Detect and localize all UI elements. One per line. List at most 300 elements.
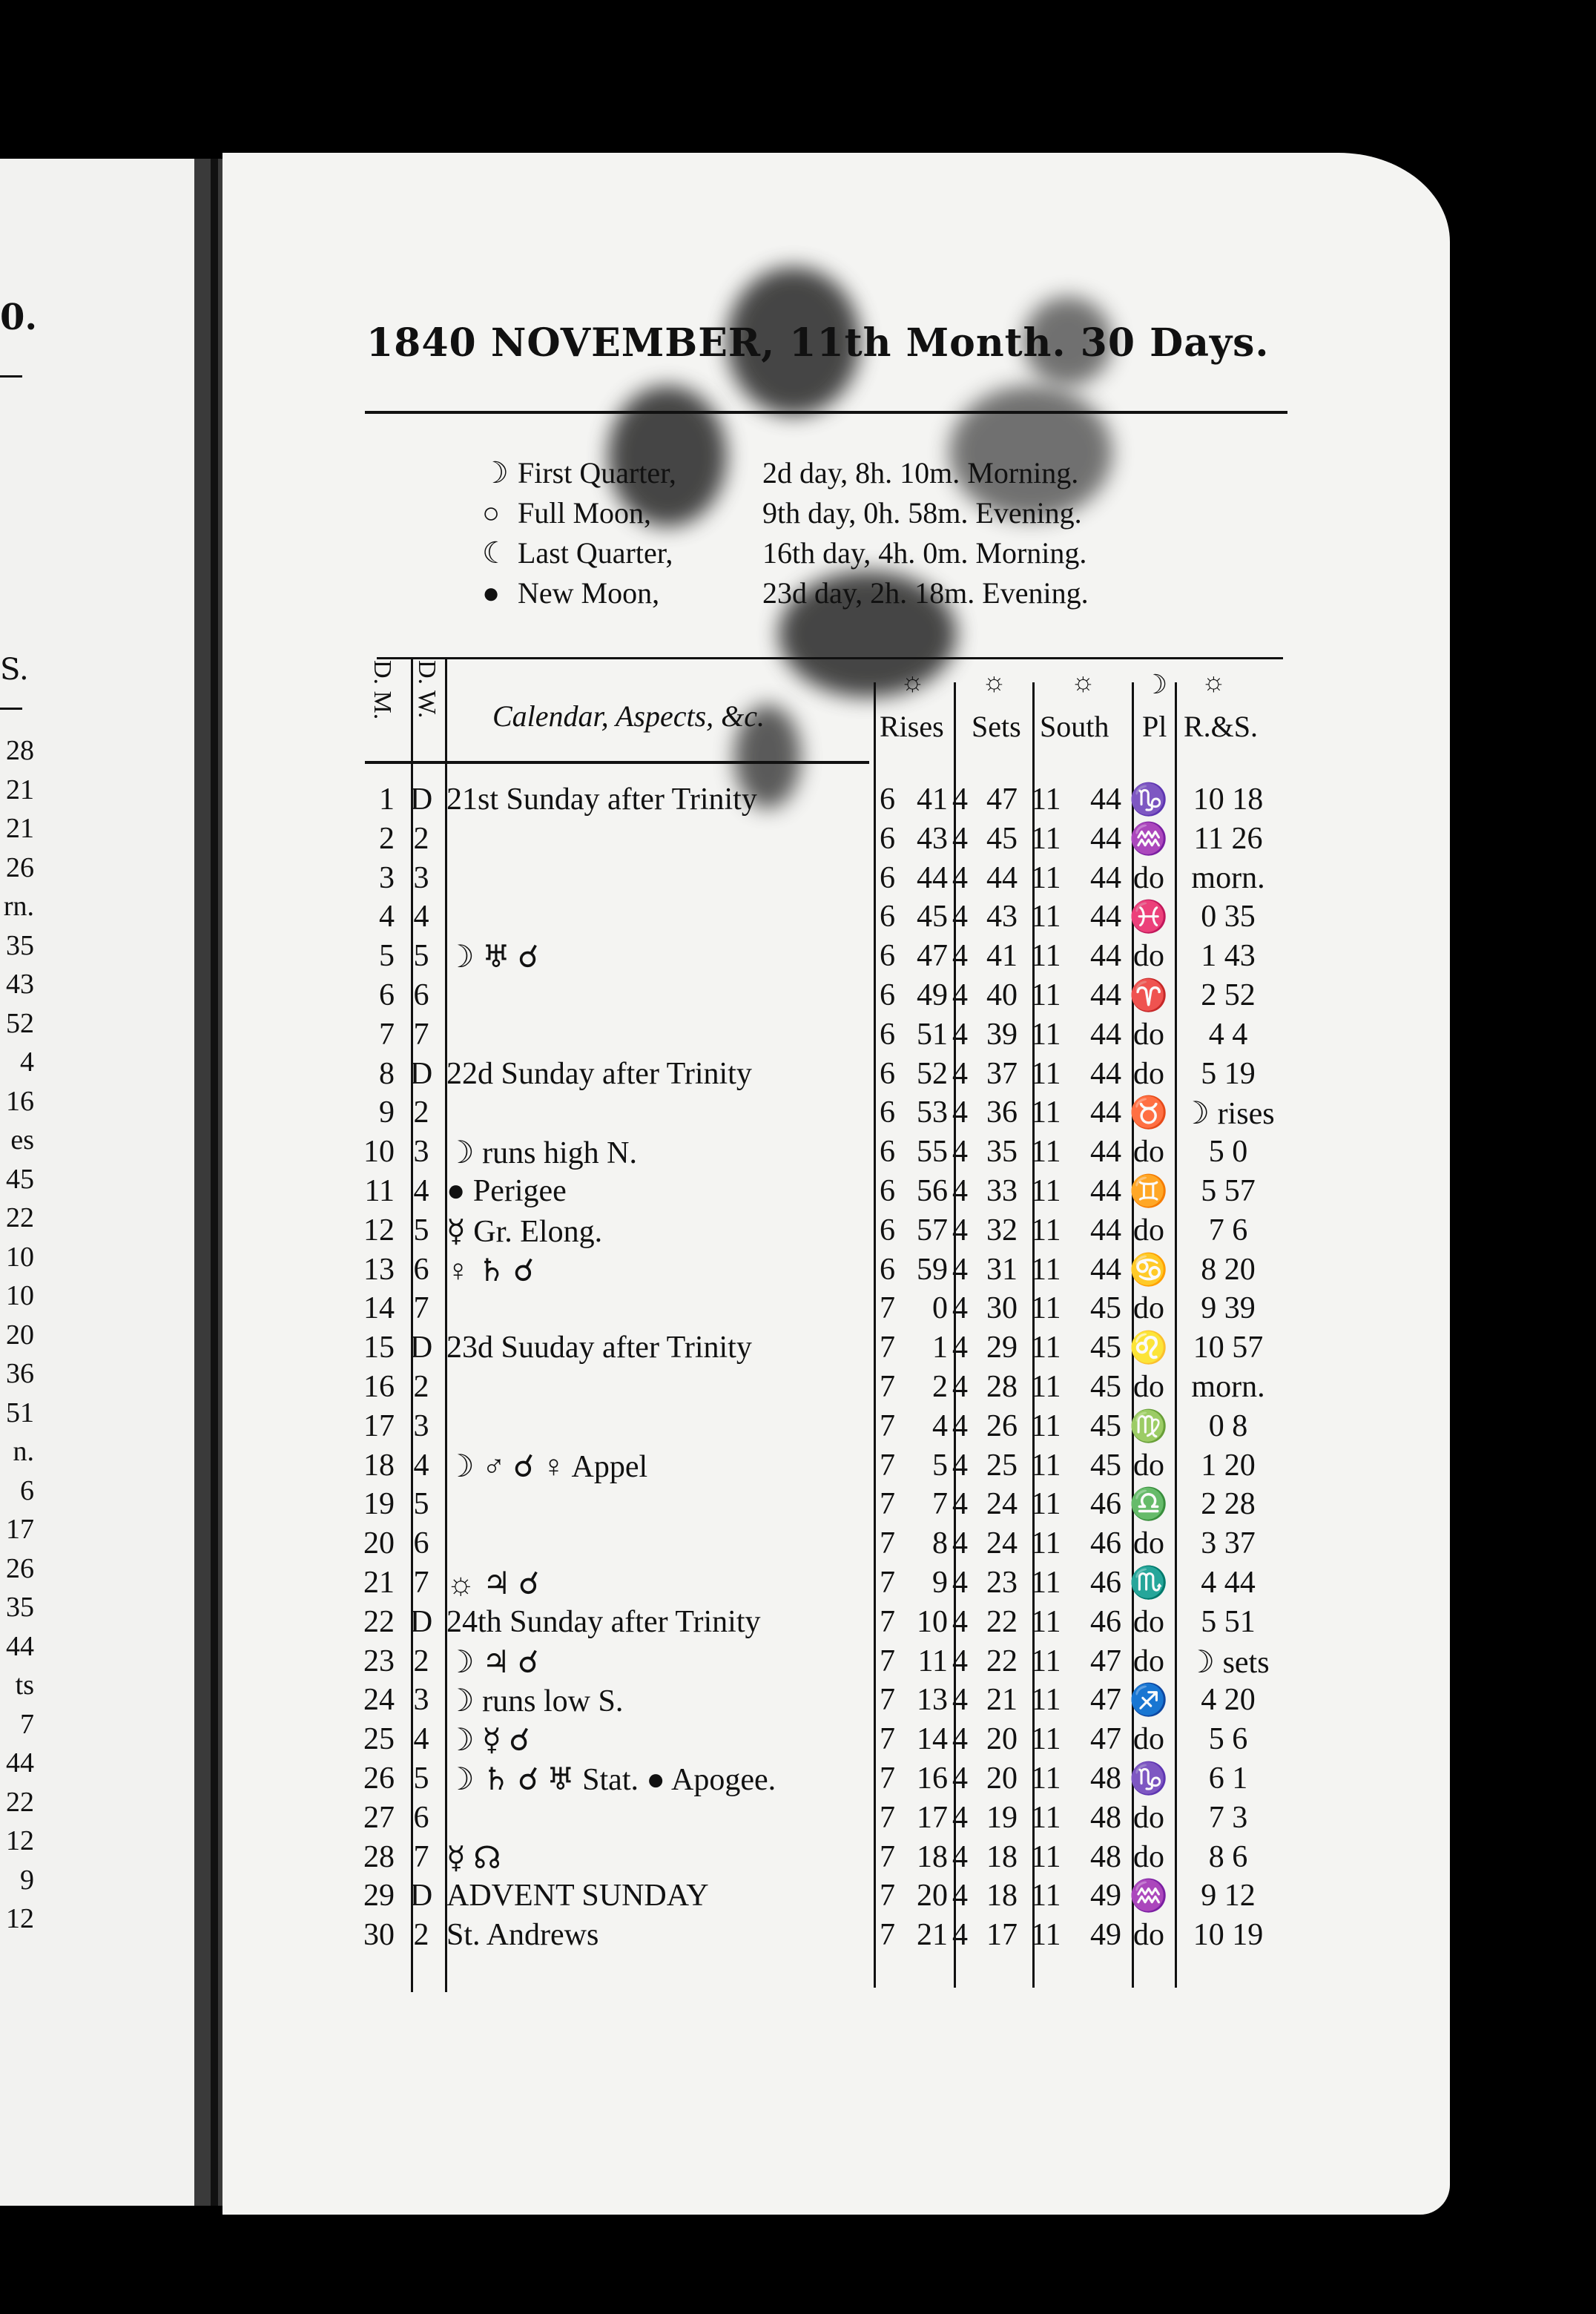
rise-hour: 7	[880, 1800, 895, 1835]
table-row	[0, 1290, 1596, 1329]
day-of-month: 3	[379, 860, 395, 895]
set-minute: 22	[986, 1604, 1018, 1639]
rise-hour: 6	[880, 978, 895, 1012]
set-hour: 4	[952, 1918, 968, 1953]
set-hour: 4	[952, 1644, 968, 1678]
moon-rise-set: 11 26	[1193, 821, 1263, 856]
moon-place: ♋	[1129, 1253, 1169, 1288]
moon-place: do	[1133, 1644, 1164, 1678]
day-of-month: 24	[363, 1683, 395, 1718]
rise-minute: 47	[917, 939, 948, 974]
south-minute: 46	[1090, 1566, 1121, 1600]
south-hour: 11	[1031, 1252, 1061, 1287]
table-row	[0, 1878, 1596, 1916]
left-value: 20	[6, 1319, 34, 1351]
calendar-note: ♀ ♄ ☌	[446, 1253, 535, 1288]
rise-hour: 7	[880, 1644, 895, 1678]
set-minute: 31	[986, 1252, 1018, 1287]
day-of-week: 5	[413, 939, 429, 974]
south-hour: 11	[1031, 1213, 1061, 1247]
south-minute: 45	[1090, 1370, 1121, 1404]
day-of-month: 28	[363, 1839, 395, 1874]
page-title: 1840 NOVEMBER, 11th Month. 30 Days.	[366, 320, 1270, 366]
rise-hour: 7	[880, 1918, 895, 1953]
set-minute: 22	[986, 1644, 1018, 1678]
rise-minute: 44	[917, 860, 948, 895]
day-of-month: 15	[363, 1331, 395, 1365]
rise-hour: 6	[880, 1252, 895, 1287]
moon-rise-set: 0 8	[1208, 1408, 1248, 1443]
set-hour: 4	[952, 978, 968, 1012]
set-minute: 47	[986, 782, 1018, 817]
calendar-note: ● Perigee	[446, 1174, 567, 1208]
table-row	[0, 1800, 1596, 1839]
calendar-note: St. Andrews	[446, 1918, 599, 1953]
south-minute: 46	[1090, 1526, 1121, 1561]
south-hour: 11	[1031, 900, 1061, 934]
south-minute: 45	[1090, 1331, 1121, 1365]
rise-hour: 7	[880, 1604, 895, 1639]
set-minute: 21	[986, 1683, 1018, 1718]
moon-rise-set: 10 18	[1193, 782, 1264, 817]
set-minute: 40	[986, 978, 1018, 1012]
south-minute: 44	[1090, 1056, 1121, 1091]
day-of-week: 6	[413, 1526, 429, 1561]
moon-rise-set: 9 39	[1201, 1291, 1256, 1326]
left-value: 36	[6, 1358, 34, 1389]
table-row	[0, 1173, 1596, 1212]
calendar-note: ☽ ☿ ☌	[446, 1724, 530, 1758]
calendar-note: 23d Suuday after Trinity	[446, 1331, 752, 1365]
south-minute: 44	[1090, 939, 1121, 974]
south-minute: 44	[1090, 821, 1121, 856]
title-rule	[365, 411, 1287, 414]
table-row	[0, 1644, 1596, 1682]
day-of-week: 2	[413, 1095, 429, 1130]
table-row	[0, 1252, 1596, 1290]
calendar-note: ☽ runs low S.	[446, 1684, 624, 1719]
rise-hour: 7	[880, 1331, 895, 1365]
set-hour: 4	[952, 1017, 968, 1052]
day-of-week: D	[409, 1331, 433, 1365]
moon-place: ♏	[1129, 1566, 1169, 1601]
moon-place: ♍	[1129, 1409, 1169, 1444]
day-of-week: 3	[413, 860, 429, 895]
day-of-month: 11	[364, 1174, 395, 1208]
moon-rise-set: 2 28	[1201, 1487, 1256, 1522]
left-value: 26	[6, 1552, 34, 1584]
south-hour: 11	[1031, 860, 1061, 895]
rise-minute: 56	[917, 1174, 948, 1208]
header-rises: Rises	[880, 710, 944, 743]
moon-rise-set: 10 19	[1193, 1918, 1264, 1953]
set-minute: 29	[986, 1331, 1018, 1365]
left-value: 4	[20, 1046, 34, 1078]
rise-minute: 0	[932, 1291, 948, 1326]
day-of-month: 27	[363, 1800, 395, 1835]
south-minute: 44	[1090, 900, 1121, 934]
sun-icon: ☼	[982, 667, 1006, 696]
rise-minute: 57	[917, 1213, 948, 1247]
set-minute: 19	[986, 1800, 1018, 1835]
table-row	[0, 1839, 1596, 1878]
rise-hour: 6	[880, 821, 895, 856]
south-hour: 11	[1031, 1604, 1061, 1639]
table-row	[0, 1604, 1596, 1643]
south-minute: 48	[1090, 1761, 1121, 1796]
rise-hour: 7	[880, 1291, 895, 1326]
rise-minute: 21	[917, 1918, 948, 1953]
sun-icon: ☼	[1071, 667, 1095, 696]
moon-phase-icon: ☽	[482, 456, 509, 490]
moon-place: ♌	[1129, 1331, 1169, 1366]
south-hour: 11	[1031, 1408, 1061, 1443]
set-minute: 26	[986, 1408, 1018, 1443]
day-of-week: 5	[413, 1213, 429, 1247]
day-of-week: 6	[413, 1800, 429, 1835]
moon-phase-name: Full Moon,	[518, 496, 652, 530]
day-of-week: 6	[413, 978, 429, 1012]
left-rule	[0, 375, 22, 378]
set-hour: 4	[952, 1213, 968, 1247]
left-value: 16	[6, 1085, 34, 1117]
left-value: 9	[20, 1864, 34, 1896]
rise-hour: 6	[880, 1017, 895, 1052]
moon-place: ♑	[1129, 783, 1169, 817]
left-value: 35	[6, 1592, 34, 1623]
moon-place: do	[1133, 1526, 1164, 1561]
day-of-month: 9	[379, 1095, 395, 1130]
set-minute: 36	[986, 1095, 1018, 1130]
set-hour: 4	[952, 782, 968, 817]
set-hour: 4	[952, 939, 968, 974]
set-minute: 24	[986, 1526, 1018, 1561]
south-hour: 11	[1031, 1879, 1061, 1914]
left-column-fragment: S.	[0, 653, 29, 687]
set-minute: 35	[986, 1135, 1018, 1170]
south-minute: 49	[1090, 1879, 1121, 1914]
day-of-month: 5	[379, 939, 395, 974]
day-of-month: 21	[363, 1566, 395, 1600]
set-hour: 4	[952, 821, 968, 856]
day-of-month: 26	[363, 1761, 395, 1796]
south-hour: 11	[1031, 782, 1061, 817]
table-row	[0, 978, 1596, 1016]
moon-place: do	[1133, 1370, 1164, 1404]
day-of-month: 25	[363, 1722, 395, 1757]
moon-phase-time: 23d day, 2h. 18m. Evening.	[762, 576, 1089, 610]
moon-phase-row	[482, 455, 1078, 490]
set-minute: 18	[986, 1839, 1018, 1874]
moon-rise-set: 4 4	[1208, 1017, 1248, 1052]
moon-place: ♒	[1129, 1879, 1169, 1914]
day-of-week: 7	[413, 1291, 429, 1326]
left-value: 45	[6, 1163, 34, 1195]
set-hour: 4	[952, 1722, 968, 1757]
day-of-week: 2	[413, 1644, 429, 1678]
sun-icon: ☼	[900, 667, 925, 696]
moon-rise-set: 3 37	[1201, 1526, 1256, 1561]
table-row	[0, 1213, 1596, 1251]
moon-place: do	[1133, 860, 1164, 895]
south-minute: 46	[1090, 1487, 1121, 1522]
table-row	[0, 1369, 1596, 1408]
calendar-note: ☼ ♃ ☌	[446, 1567, 540, 1601]
moon-place: ♉	[1129, 1096, 1169, 1131]
south-hour: 11	[1031, 1918, 1061, 1953]
table-row	[0, 1526, 1596, 1564]
rise-hour: 6	[880, 1213, 895, 1247]
table-header-rule	[365, 761, 869, 764]
calendar-note: ADVENT SUNDAY	[446, 1879, 709, 1914]
table-row	[0, 1330, 1596, 1368]
rise-minute: 8	[932, 1526, 948, 1561]
south-hour: 11	[1031, 1839, 1061, 1874]
calendar-note: ☽ ♅ ☌	[446, 940, 539, 975]
rise-hour: 6	[880, 900, 895, 934]
set-hour: 4	[952, 1526, 968, 1561]
set-hour: 4	[952, 1331, 968, 1365]
day-of-month: 8	[379, 1056, 395, 1091]
set-hour: 4	[952, 1370, 968, 1404]
south-minute: 49	[1090, 1918, 1121, 1953]
set-minute: 44	[986, 860, 1018, 895]
set-hour: 4	[952, 1683, 968, 1718]
left-header-fragment: 0.	[0, 297, 38, 338]
left-value: 35	[6, 929, 34, 961]
day-of-month: 20	[363, 1526, 395, 1561]
rise-hour: 7	[880, 1487, 895, 1522]
south-minute: 46	[1090, 1604, 1121, 1639]
south-minute: 47	[1090, 1683, 1121, 1718]
south-hour: 11	[1031, 1644, 1061, 1678]
day-of-week: 4	[413, 900, 429, 934]
header-sets: Sets	[972, 710, 1021, 743]
set-hour: 4	[952, 1800, 968, 1835]
south-minute: 48	[1090, 1800, 1121, 1835]
calendar-note: ☿ ☊	[446, 1841, 501, 1876]
left-value: 44	[6, 1747, 34, 1779]
south-hour: 11	[1031, 1487, 1061, 1522]
header-calendar: Calendar, Aspects, &c.	[492, 699, 765, 733]
table-row	[0, 1095, 1596, 1133]
header-day-of-week: D. W.	[413, 660, 441, 719]
rise-hour: 7	[880, 1879, 895, 1914]
rise-minute: 2	[932, 1370, 948, 1404]
table-row	[0, 938, 1596, 977]
left-value: 43	[6, 969, 34, 1000]
south-hour: 11	[1031, 1683, 1061, 1718]
south-hour: 11	[1031, 1135, 1061, 1170]
moon-rise-set: 8 6	[1208, 1839, 1248, 1874]
south-hour: 11	[1031, 1017, 1061, 1052]
set-minute: 45	[986, 821, 1018, 856]
rise-minute: 18	[917, 1839, 948, 1874]
moon-phase-icon: ●	[482, 576, 501, 610]
moon-place: do	[1133, 1135, 1164, 1170]
south-minute: 44	[1090, 978, 1121, 1012]
moon-phase-icon: ☾	[482, 536, 509, 570]
day-of-week: 7	[413, 1566, 429, 1600]
moon-rise-set: 8 20	[1201, 1252, 1256, 1287]
moon-rise-set: 7 3	[1208, 1800, 1248, 1835]
south-minute: 45	[1090, 1291, 1121, 1326]
set-minute: 17	[986, 1918, 1018, 1953]
set-minute: 25	[986, 1448, 1018, 1483]
set-hour: 4	[952, 1604, 968, 1639]
set-hour: 4	[952, 1056, 968, 1091]
table-row	[0, 860, 1596, 899]
moon-phase-name: New Moon,	[518, 576, 660, 610]
set-hour: 4	[952, 1566, 968, 1600]
set-minute: 30	[986, 1291, 1018, 1326]
rise-minute: 45	[917, 900, 948, 934]
moon-phase-row	[482, 495, 1082, 530]
south-hour: 11	[1031, 1095, 1061, 1130]
day-of-week: 7	[413, 1839, 429, 1874]
day-of-month: 7	[379, 1017, 395, 1052]
calendar-note: ☿ Gr. Elong.	[446, 1214, 603, 1249]
rise-minute: 1	[932, 1331, 948, 1365]
moon-place: ♒	[1129, 822, 1169, 857]
moon-place: do	[1133, 1918, 1164, 1953]
set-hour: 4	[952, 1761, 968, 1796]
left-value: ts	[15, 1669, 34, 1701]
rise-hour: 7	[880, 1448, 895, 1483]
moon-rise-set: 6 1	[1208, 1761, 1248, 1796]
moon-rise-set: 1 20	[1201, 1448, 1256, 1483]
rise-hour: 7	[880, 1683, 895, 1718]
rise-minute: 53	[917, 1095, 948, 1130]
rise-minute: 4	[932, 1408, 948, 1443]
rise-minute: 49	[917, 978, 948, 1012]
moon-rise-set: morn.	[1191, 1370, 1265, 1404]
left-value: es	[10, 1124, 34, 1156]
day-of-month: 4	[379, 900, 395, 934]
day-of-week: D	[409, 1056, 433, 1091]
moon-phase-icon: ○	[482, 496, 501, 530]
south-hour: 11	[1031, 1448, 1061, 1483]
calendar-note: 22d Sunday after Trinity	[446, 1056, 752, 1091]
moon-rise-set: 2 52	[1201, 978, 1256, 1012]
rise-minute: 16	[917, 1761, 948, 1796]
header-place: Pl	[1142, 710, 1167, 743]
rise-minute: 5	[932, 1448, 948, 1483]
south-hour: 11	[1031, 1800, 1061, 1835]
moon-rise-set: 0 35	[1201, 900, 1256, 934]
day-of-week: D	[409, 1879, 433, 1914]
south-minute: 44	[1090, 860, 1121, 895]
table-row	[0, 1017, 1596, 1055]
rise-hour: 7	[880, 1526, 895, 1561]
left-value: 21	[6, 813, 34, 844]
table-row	[0, 1917, 1596, 1956]
south-minute: 45	[1090, 1408, 1121, 1443]
rise-hour: 6	[880, 782, 895, 817]
rise-minute: 10	[917, 1604, 948, 1639]
day-of-week: 3	[413, 1135, 429, 1170]
moon-place: do	[1133, 1604, 1164, 1639]
moon-place: do	[1133, 939, 1164, 974]
south-minute: 47	[1090, 1644, 1121, 1678]
south-hour: 11	[1031, 1761, 1061, 1796]
set-minute: 18	[986, 1879, 1018, 1914]
rise-hour: 7	[880, 1566, 895, 1600]
rise-minute: 55	[917, 1135, 948, 1170]
left-rule-2	[0, 708, 22, 710]
table-row	[0, 1761, 1596, 1799]
moon-rise-set: ☽ sets	[1187, 1645, 1270, 1680]
moon-place: do	[1133, 1448, 1164, 1483]
south-hour: 11	[1031, 821, 1061, 856]
moon-rise-set: 5 51	[1201, 1604, 1256, 1639]
set-hour: 4	[952, 1174, 968, 1208]
day-of-month: 23	[363, 1644, 395, 1678]
moon-phase-row	[482, 535, 1086, 570]
moon-phase-time: 2d day, 8h. 10m. Morning.	[762, 456, 1079, 490]
rise-minute: 51	[917, 1017, 948, 1052]
moon-place: ♓	[1129, 900, 1169, 935]
day-of-month: 1	[379, 782, 395, 817]
moon-place: ♎	[1129, 1488, 1169, 1523]
moon-place: ♑	[1129, 1762, 1169, 1796]
left-value: 7	[20, 1708, 34, 1740]
left-value: 22	[6, 1202, 34, 1233]
table-row	[0, 1682, 1596, 1721]
left-value: 26	[6, 851, 34, 883]
south-hour: 11	[1031, 1566, 1061, 1600]
moon-place: do	[1133, 1722, 1164, 1757]
day-of-month: 14	[363, 1291, 395, 1326]
moon-rise-set: morn.	[1191, 860, 1265, 895]
moon-rise-set: 1 43	[1201, 939, 1256, 974]
moon-rise-set: 5 0	[1208, 1135, 1248, 1170]
moon-place: do	[1133, 1291, 1164, 1326]
left-value: 51	[6, 1397, 34, 1428]
day-of-month: 16	[363, 1370, 395, 1404]
set-hour: 4	[952, 1408, 968, 1443]
left-value: 28	[6, 735, 34, 766]
moon-place: do	[1133, 1017, 1164, 1052]
day-of-month: 2	[379, 821, 395, 856]
moon-place: do	[1133, 1800, 1164, 1835]
left-value: 44	[6, 1630, 34, 1662]
rise-minute: 43	[917, 821, 948, 856]
day-of-week: 4	[413, 1174, 429, 1208]
day-of-week: 5	[413, 1487, 429, 1522]
set-minute: 20	[986, 1761, 1018, 1796]
day-of-week: 2	[413, 1918, 429, 1953]
moon-phase-time: 9th day, 0h. 58m. Evening.	[762, 496, 1082, 530]
set-minute: 20	[986, 1722, 1018, 1757]
day-of-week: D	[409, 1604, 433, 1639]
south-minute: 44	[1090, 1252, 1121, 1287]
moon-rise-set: 5 6	[1208, 1722, 1248, 1757]
table-row	[0, 1565, 1596, 1603]
rise-hour: 6	[880, 860, 895, 895]
moon-rise-set: 10 57	[1193, 1331, 1264, 1365]
set-hour: 4	[952, 1487, 968, 1522]
set-hour: 4	[952, 1448, 968, 1483]
header-rise-set: R.&S.	[1184, 710, 1259, 743]
day-of-week: D	[409, 782, 433, 817]
set-minute: 39	[986, 1017, 1018, 1052]
moon-rise-set: 4 44	[1201, 1566, 1256, 1600]
rise-minute: 59	[917, 1252, 948, 1287]
day-of-month: 19	[363, 1487, 395, 1522]
rise-minute: 41	[917, 782, 948, 817]
set-minute: 28	[986, 1370, 1018, 1404]
